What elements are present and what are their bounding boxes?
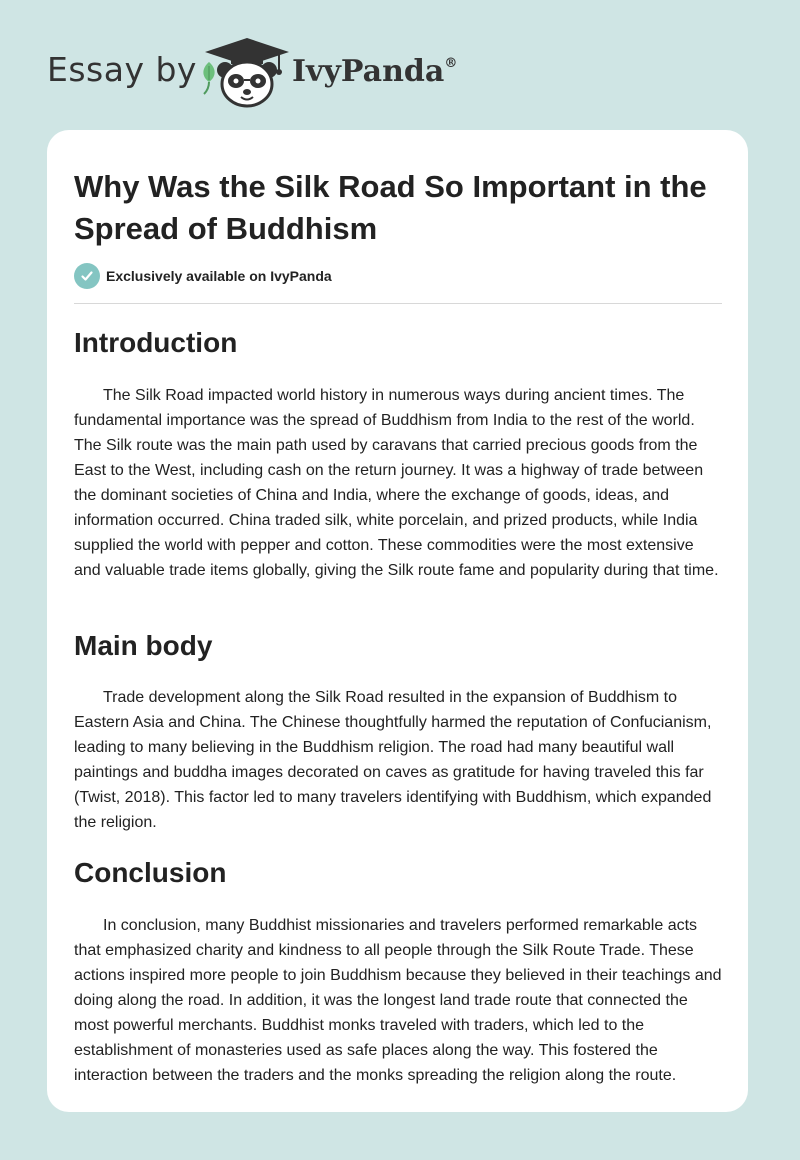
brand-text: IvyPanda: [292, 54, 445, 89]
ivypanda-logo-icon[interactable]: [205, 36, 289, 113]
section-heading: Conclusion: [74, 857, 227, 888]
section-main-body: [74, 629, 724, 835]
section-introduction: [74, 326, 724, 583]
article-card: [47, 130, 748, 1112]
title-divider: [74, 303, 722, 304]
exclusive-badge: [74, 263, 332, 289]
section-heading: Introduction: [74, 327, 238, 358]
brand-name[interactable]: [292, 54, 457, 89]
article-title: Why Was the Silk Road So Important in the Spread of Buddhism: [74, 169, 707, 246]
section-heading: Main body: [74, 630, 213, 661]
essay-by-label: Essay by: [47, 50, 197, 89]
site-header: [0, 0, 800, 120]
registered-mark: ®: [444, 56, 458, 71]
check-icon: [74, 263, 100, 289]
exclusive-badge-label: Exclusively available on IvyPanda: [106, 268, 332, 284]
section-paragraph: In conclusion, many Buddhist missionaries and travelers performed remarkable acts that emphasized charity and kindness to all people through the Silk Route Trade. These actions inspired more people to join Buddhism because they believed in their teachings and doing along the road. In addition, it was the longest land trade route that connected the most powerful merchants. Buddhist monks traveled with traders, which led to the establishment of monasteries used as safe places along the way. This fostered the interaction between the traders and the monks spreading the religion along the route.: [74, 917, 722, 1084]
section-paragraph: The Silk Road impacted world history in numerous ways during ancient times. The fundamental importance was the spread of Buddhism from India to the rest of the world. The Silk route was the main path used by caravans that carried precious goods from the East to the West, including cash on the return journey. It was a highway of trade between the dominant societies of China and India, where the exchange of goods, ideas, and information occurred. China traded silk, white porcelain, and prized products, while India supplied the world with pepper and cotton. These commodities were the most extensive and valuable trade items globally, giving the Silk route fame and popularity during that time.: [74, 387, 719, 579]
section-conclusion: [74, 856, 724, 1088]
section-paragraph: Trade development along the Silk Road resulted in the expansion of Buddhism to Eastern Asia and China. The Chinese thoughtfully harmed the reputation of Confucianism, leading to many believing in the Buddhism religion. The road had many beautiful wall paintings and buddha images decorated on caves as gratitude for having traveled this far (Twist, 2018). This factor led to many travelers identifying with Buddhism, which expanded the religion.: [74, 689, 712, 831]
